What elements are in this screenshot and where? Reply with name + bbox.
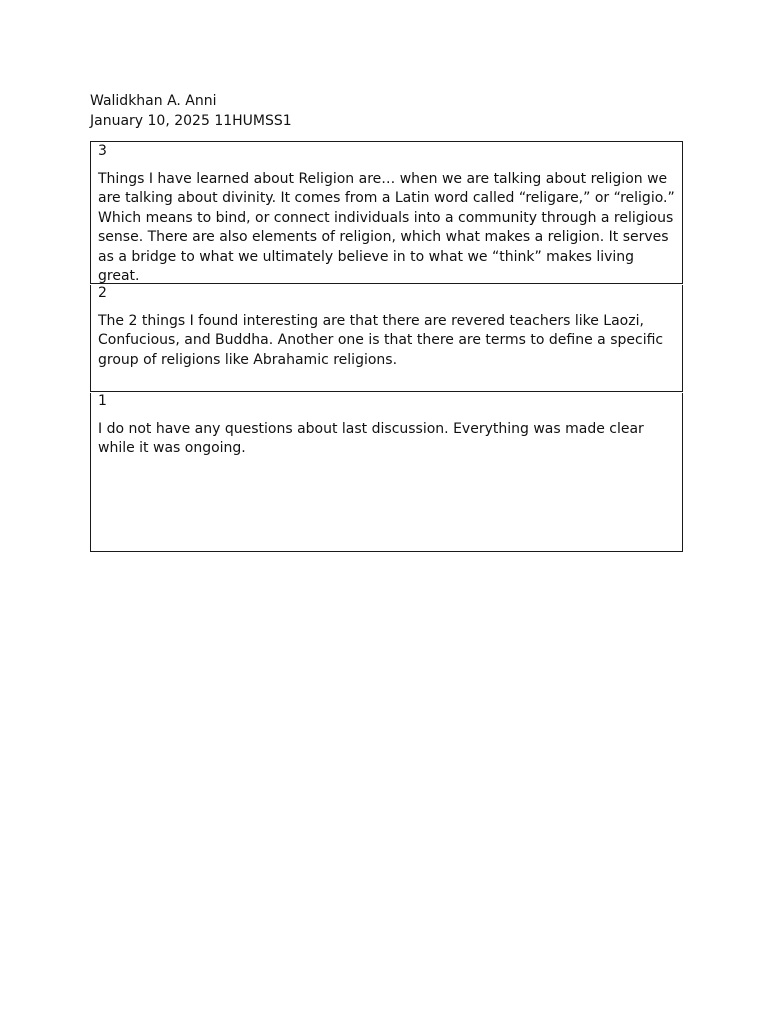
row-number: 1 (98, 393, 107, 409)
row-text: The 2 things I found interesting are that there are revered teachers like Laozi, Confucious, and Buddha. Another one is that there are terms to define a specific group of religions like Abrahamic religions. (98, 313, 664, 368)
date-and-section: January 10, 2025 11HUMSS1 (90, 113, 292, 129)
row-number: 2 (98, 285, 107, 301)
row-number: 3 (98, 143, 107, 159)
reflection-table (90, 141, 683, 552)
reflection-row-2 (90, 285, 683, 392)
row-text: I do not have any questions about last discussion. Everything was made clear while it was ongoing. (98, 421, 644, 457)
student-name: Walidkhan A. Anni (90, 93, 217, 109)
reflection-row-3 (90, 141, 683, 284)
reflection-row-1 (90, 393, 683, 552)
row-text: Things I have learned about Religion are… when we are talking about religion we are talking about divinity. It comes from a Latin word called “religare,” or “religio.” Which means to bind, or connect individuals into a community through a religious sense. There are also elements of religion, which what makes a religion. It serves as a bridge to what we ultimately believe in to what we “think” makes living great. (98, 171, 675, 285)
document-header (90, 91, 292, 131)
